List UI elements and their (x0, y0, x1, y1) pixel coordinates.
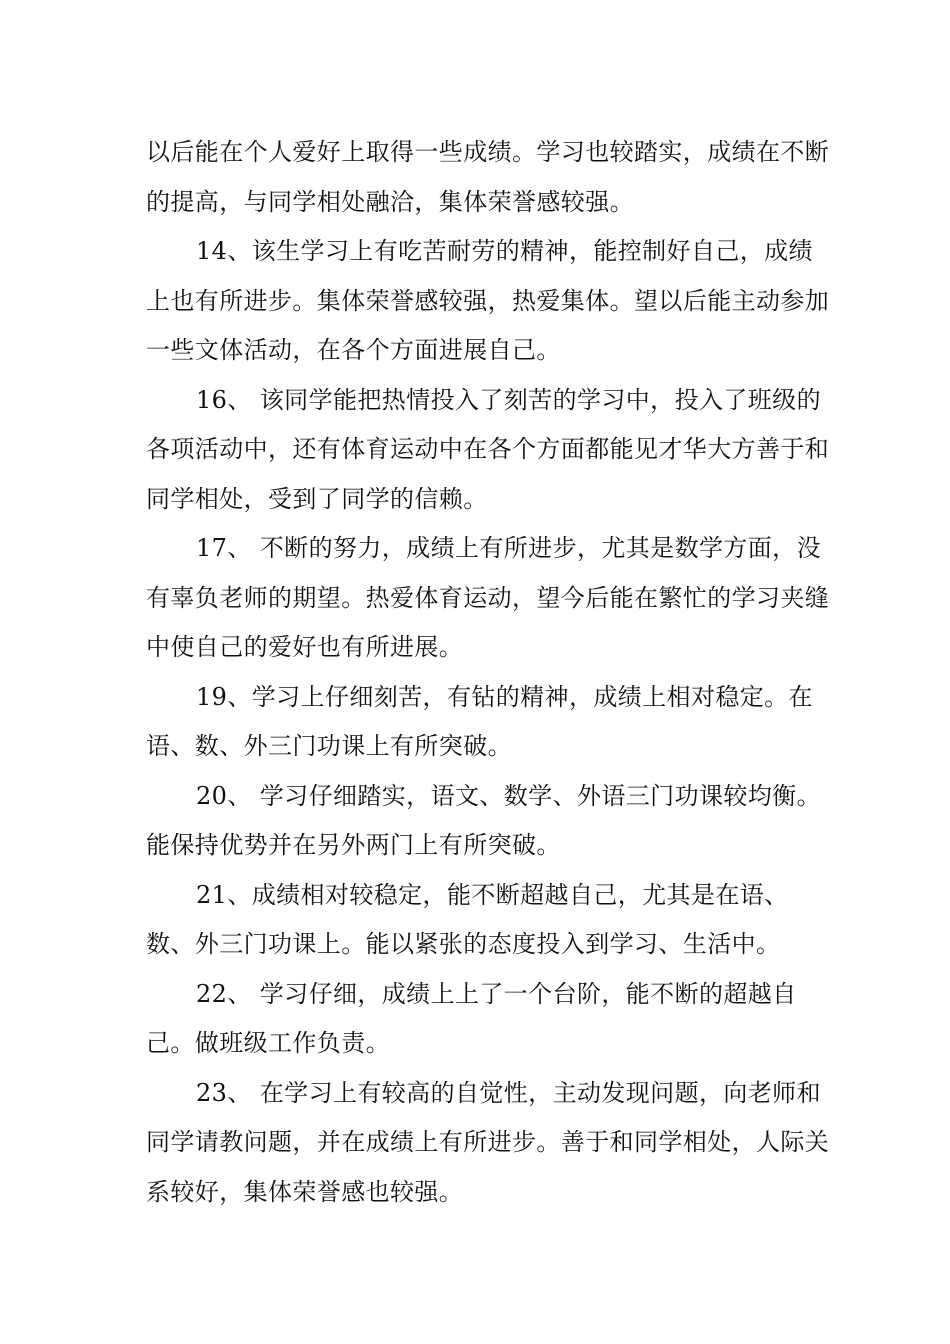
paragraph-item-21: 21、成绩相对较稳定，能不断超越自己，尤其是在语、数、外三门功课上。能以紧张的态度投入到学习、生活中。 (146, 880, 789, 958)
paragraph-item-20: 20、 学习仔细踏实，语文、数学、外语三门功课较均衡。能保持优势并在另外两门上有所突破。 (146, 781, 821, 859)
paragraph-item-17: 17、 不断的努力，成绩上有所进步，尤其是数学方面，没有辜负老师的期望。热爱体育运动，望今后能在繁忙的学习夹缝中使自己的爱好也有所进展。 (146, 534, 830, 661)
paragraph-item-14: 14、该生学习上有吃苦耐劳的精神，能控制好自己，成绩上也有所进步。集体荣誉感较强，热爱集体。望以后能主动参加一些文体活动，在各个方面进展自己。 (146, 237, 830, 364)
paragraph-item-19: 19、学习上仔细刻苦，有钻的精神，成绩上相对稳定。在语、数、外三门功课上有所突破。 (146, 682, 813, 760)
paragraph-item-16: 16、 该同学能把热情投入了刻苦的学习中，投入了班级的各项活动中，还有体育运动中在各个方面都能见才华大方善于和同学相处，受到了同学的信赖。 (146, 385, 830, 513)
paragraph-item-22: 22、 学习仔细，成绩上上了一个台阶，能不断的超越自己。做班级工作负责。 (146, 979, 797, 1057)
paragraph-item-23: 23、 在学习上有较高的自觉性，主动发现问题，向老师和同学请教问题，并在成绩上有所进步。善于和同学相处，人际关系较好，集体荣誉感也较强。 (146, 1078, 830, 1206)
document-body (146, 128, 836, 1217)
paragraph-continuation: 以后能在个人爱好上取得一些成绩。学习也较踏实，成绩在不断的提高，与同学相处融洽，集体荣誉感较强。 (146, 138, 830, 216)
